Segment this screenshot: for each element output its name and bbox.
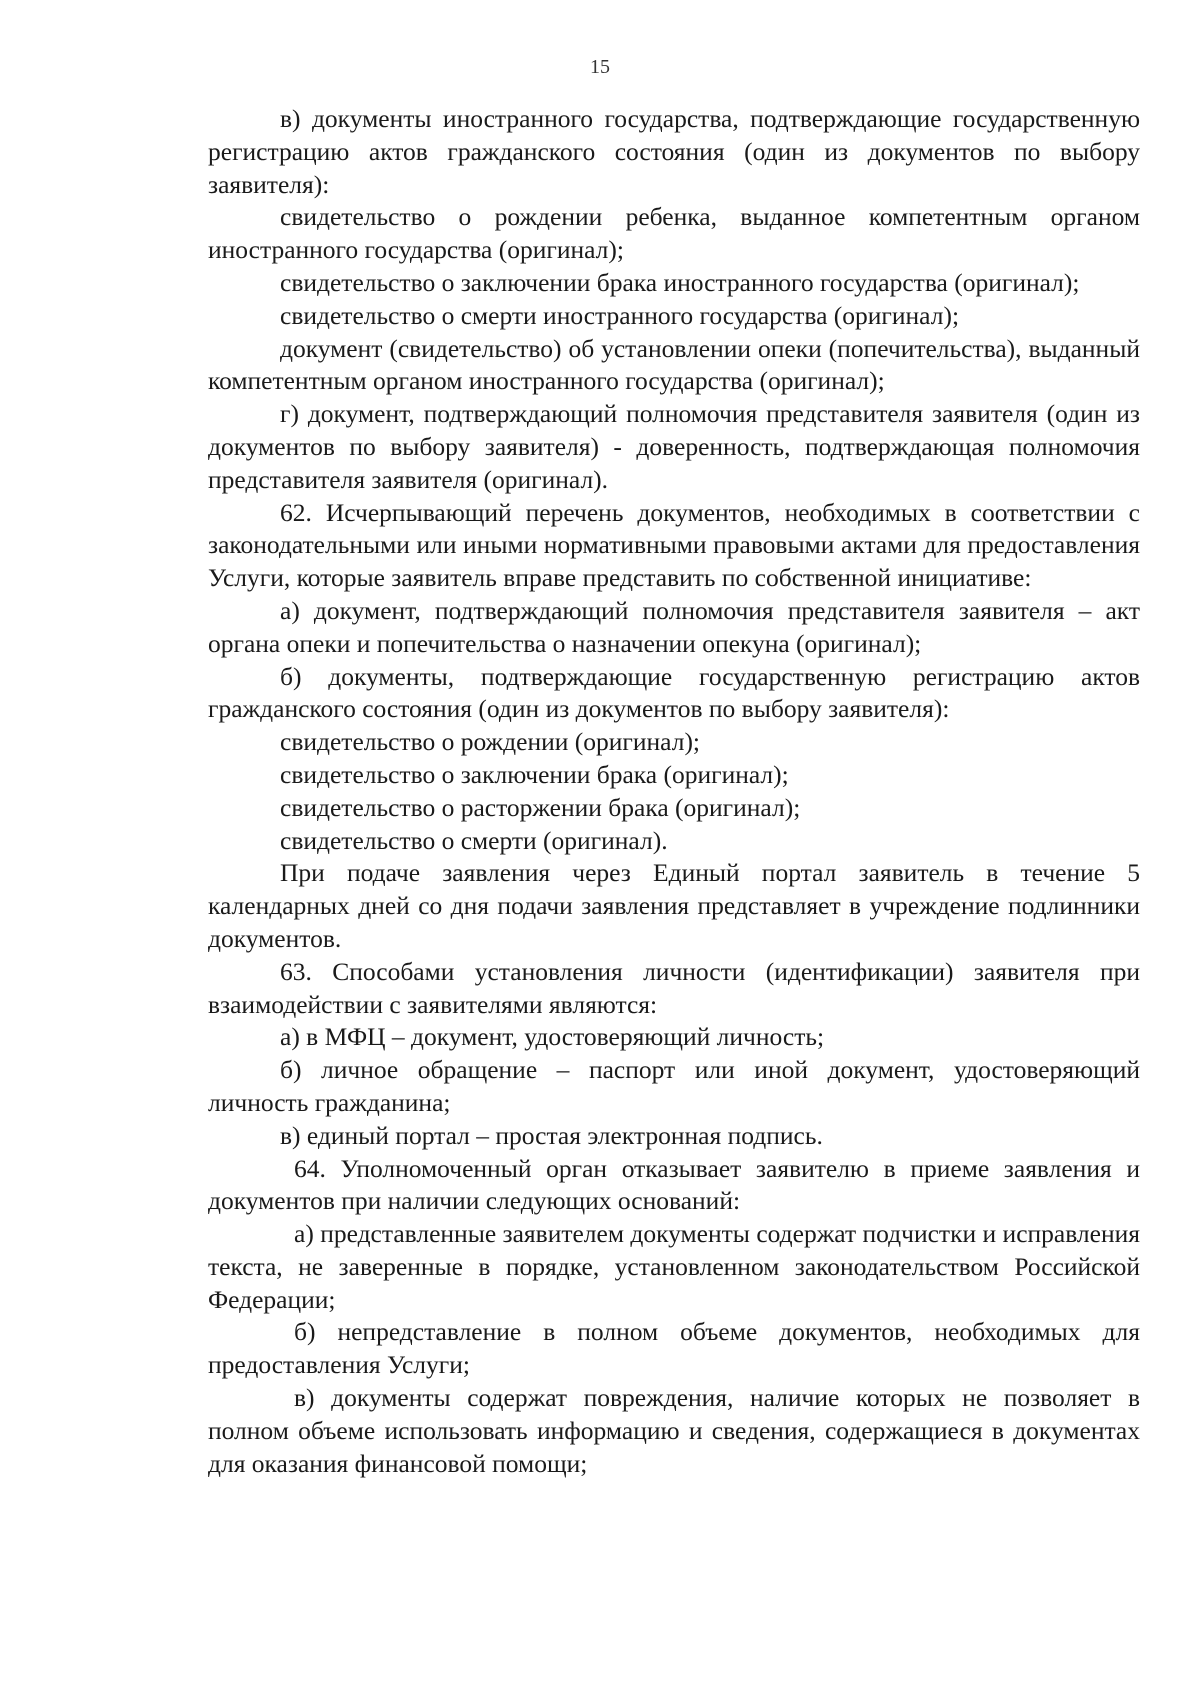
paragraph: свидетельство о заключении брака (оригинал);	[280, 759, 789, 789]
paragraph: а) в МФЦ – документ, удостоверяющий личность;	[280, 1022, 825, 1052]
paragraph: б) личное обращение – паспорт или иной документ, удостоверяющий личность гражданина;	[208, 1055, 1140, 1117]
paragraph: свидетельство о смерти (оригинал).	[280, 825, 668, 855]
paragraph: а) документ, подтверждающий полномочия представителя заявителя – акт органа опеки и попечительства о назначении опекуна (оригинал);	[208, 595, 1140, 658]
page-number: 15	[590, 56, 610, 78]
paragraph: б) непредставление в полном объеме документов, необходимых для предоставления Услуги;	[208, 1317, 1140, 1380]
paragraph: При подаче заявления через Единый портал заявитель в течение 5 календарных дней со дня подачи заявления представляет в учреждение подлинники документов.	[208, 858, 1140, 953]
paragraph: свидетельство о смерти иностранного государства (оригинал);	[280, 300, 960, 330]
paragraph: свидетельство о рождении (оригинал);	[280, 727, 701, 757]
document-body	[208, 103, 1140, 1480]
paragraph: свидетельство о заключении брака иностранного государства (оригинал);	[280, 267, 1080, 297]
paragraph: в) единый портал – простая электронная подпись.	[280, 1120, 823, 1150]
paragraph: свидетельство о рождении ребенка, выданное компетентным органом иностранного государства (оригинал);	[208, 202, 1140, 265]
paragraph: б) документы, подтверждающие государственную регистрацию актов гражданского состояния (один из документов по выбору заявителя):	[208, 661, 1140, 724]
paragraph: г) документ, подтверждающий полномочия представителя заявителя (один из документов по выбору заявителя) - доверенность, подтверждающая полномочия представителя заявителя (оригинал).	[208, 399, 1140, 494]
paragraph: в) документы содержат повреждения, наличие которых не позволяет в полном объеме использовать информацию и сведения, содержащиеся в документах для оказания финансовой помощи;	[208, 1383, 1140, 1478]
paragraph: 62. Исчерпывающий перечень документов, необходимых в соответствии с законодательными или иными нормативными правовыми актами для предоставления Услуги, которые заявитель вправе представить по собственной инициативе:	[208, 497, 1140, 593]
paragraph: свидетельство о расторжении брака (оригинал);	[280, 792, 801, 822]
paragraph: 63. Способами установления личности (идентификации) заявителя при взаимодействии с заявителями являются:	[208, 956, 1140, 1019]
paragraph: а) представленные заявителем документы содержат подчистки и исправления текста, не заверенные в порядке, установленном законодательством Российской Федерации;	[208, 1219, 1140, 1314]
paragraph: документ (свидетельство) об установлении опеки (попечительства), выданный компетентным органом иностранного государства (оригинал);	[208, 333, 1140, 396]
paragraph: в) документы иностранного государства, подтверждающие государственную регистрацию актов гражданского состояния (один из документов по выбору заявителя):	[208, 104, 1140, 199]
paragraph: 64. Уполномоченный орган отказывает заявителю в приеме заявления и документов при наличии следующих оснований:	[208, 1153, 1140, 1216]
